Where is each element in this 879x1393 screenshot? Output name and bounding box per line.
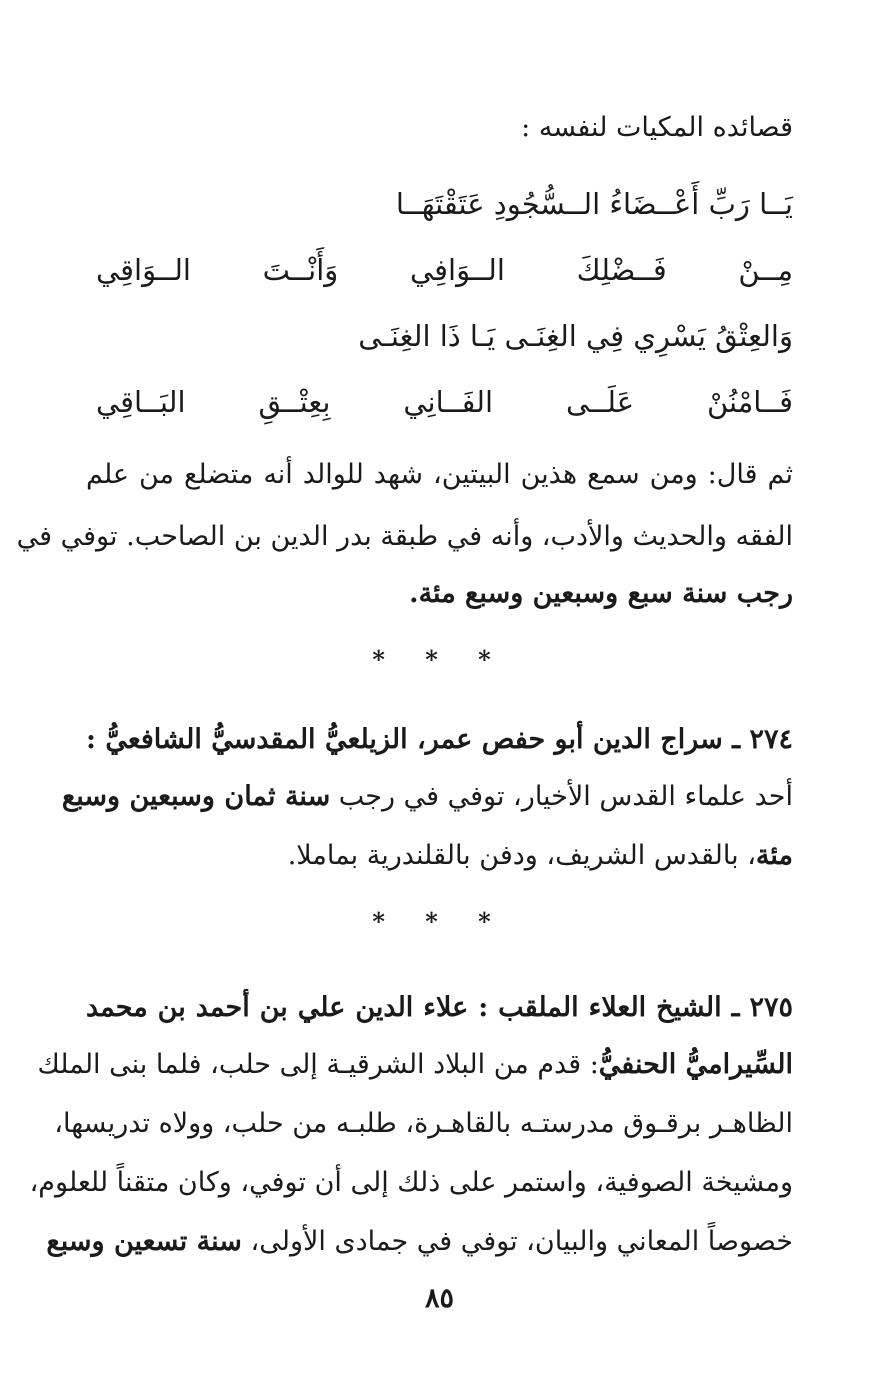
entry-275-heading: ٢٧٥ ـ الشيخ العلاء الملقب : علاء الدين علي بن أحمد بن محمد	[86, 992, 793, 1023]
poem-verse-2: مِــنْ فَــضْلِكَ الــوَافِي وَأَنْــتَ الــوَاقِي	[96, 253, 793, 287]
page-number: ٨٥	[424, 1283, 454, 1314]
paragraph-line: رجب سنة سبع وسبعين وسبع مئة.	[409, 578, 793, 609]
intro-line: قصائده المكيات لنفسه :	[521, 112, 793, 143]
entry-275-line	[46, 1222, 793, 1262]
entry-274-date: مئة	[755, 840, 793, 871]
entry-274-date: سنة ثمان وسبعين وسبع	[61, 781, 331, 812]
poem-verse-3: وَالعِتْقُ يَسْرِي فِي الغِنَـى يَـا ذَا الغِنَـى	[358, 319, 793, 353]
section-separator: * * *	[372, 907, 507, 936]
entry-274-text: ، بالقدس الشريف، ودفن بالقلندرية بماملا.	[287, 840, 756, 871]
paragraph-line: الفقه والحديث والأدب، وأنه في طبقة بدر الدين بن الصاحب. توفي في	[16, 521, 793, 552]
entry-274-line	[288, 836, 793, 876]
entry-275-line: ومشيخة الصوفية، واستمر على ذلك إلى أن توفي، وكان متقناً للعلوم،	[29, 1167, 793, 1198]
entry-275-line	[37, 1045, 793, 1085]
section-separator: * * *	[372, 645, 507, 674]
entry-275-name: السِّيراميُّ الحنفيُّ	[598, 1049, 793, 1080]
entry-275-line: الظاهـر برقـوق مدرستـه بالقاهـرة، طلبـه من حلب، وولاه تدريسها،	[54, 1108, 793, 1139]
entry-274-text: أحد علماء القدس الأخيار، توفي في رجب	[330, 781, 793, 812]
entry-274-heading: ٢٧٤ ـ سراج الدين أبو حفص عمر، الزيلعيُّ المقدسيُّ الشافعيُّ :	[86, 724, 793, 755]
entry-275-text: : قدم من البلاد الشرقيـة إلى حلب، فلما بنى الملك	[37, 1049, 599, 1080]
entry-275-date: سنة تسعين وسبع	[46, 1226, 242, 1257]
poem-verse-4: فَــامْنُنْ عَلَــى الفَــانِي بِعِتْــقِ البَــاقِي	[96, 385, 793, 419]
entry-274-line	[61, 777, 793, 817]
paragraph-line: ثم قال: ومن سمع هذين البيتين، شهد للوالد أنه متضلع من علم	[86, 459, 793, 490]
entry-275-text: خصوصاً المعاني والبيان، توفي في جمادى الأولى،	[241, 1226, 793, 1257]
poem-verse-1: يَــا رَبِّ أَعْــضَاءُ الــسُّجُودِ عَتَقْتَهَــا	[395, 187, 793, 221]
